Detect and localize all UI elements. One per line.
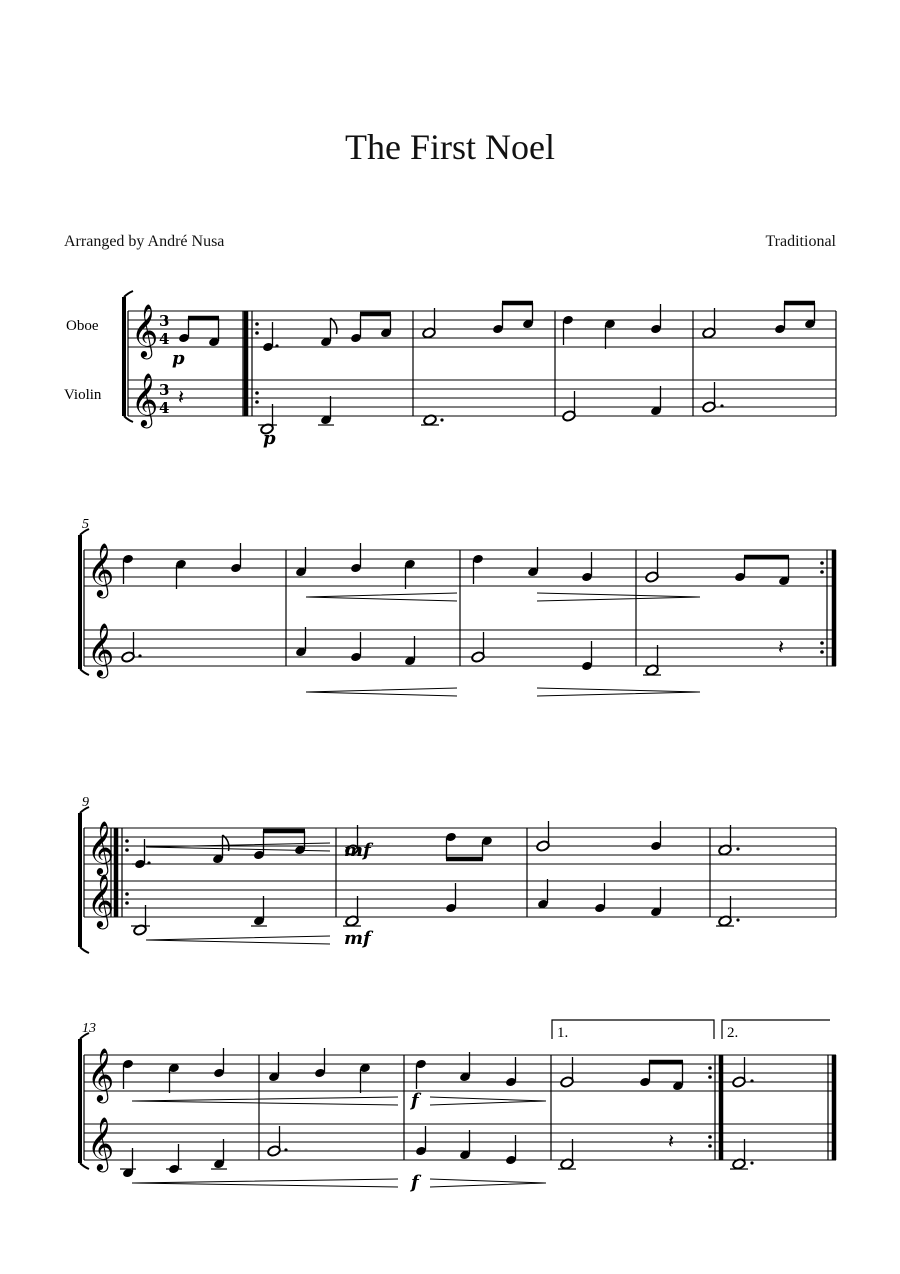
- diminuendo-hairpin: [430, 1097, 546, 1105]
- score-title: The First Noel: [345, 127, 555, 167]
- diminuendo-hairpin: [537, 688, 700, 696]
- crescendo-hairpin: [146, 936, 330, 944]
- crescendo-hairpin: [132, 1097, 398, 1105]
- treble-clef-icon: 𝄞: [131, 303, 159, 357]
- crescendo-hairpin: [306, 593, 457, 601]
- note-group: [178, 318, 220, 347]
- note-group: [730, 1057, 754, 1170]
- note-group: [121, 543, 242, 663]
- violin-staff: [128, 380, 836, 416]
- crescendo-hairpin: [306, 688, 457, 696]
- note-group: [422, 303, 534, 339]
- diminuendo-hairpin: [430, 1179, 546, 1187]
- volta-bracket: [552, 1020, 714, 1039]
- note-group: [562, 386, 662, 422]
- note-group: [415, 1052, 517, 1165]
- time-signature-denominator: 4: [159, 399, 170, 417]
- note-group: [702, 303, 816, 339]
- dynamic-p: p: [263, 428, 276, 449]
- time-signature-denominator: 4: [159, 330, 170, 348]
- quarter-rest-icon: 𝄽: [668, 1129, 675, 1153]
- measure-number: 9: [82, 795, 89, 810]
- quarter-rest-icon: 𝄽: [178, 385, 185, 409]
- note-group: [716, 825, 740, 927]
- system-4: [80, 1020, 836, 1193]
- measure-number: 5: [82, 517, 89, 532]
- treble-clef-icon: 𝄞: [87, 820, 115, 874]
- composer-credit: Traditional: [765, 233, 836, 250]
- time-signature-numerator: 3: [159, 312, 170, 330]
- time-signature-numerator: 3: [159, 381, 170, 399]
- dynamic-mf: mf: [344, 840, 371, 861]
- violin-staff: [84, 881, 836, 917]
- treble-clef-icon: 𝄞: [87, 873, 115, 927]
- dynamic-f: f: [411, 1090, 419, 1111]
- oboe-staff: [128, 311, 836, 347]
- volta-label: 1.: [557, 1025, 569, 1041]
- quarter-rest-icon: 𝄽: [778, 635, 785, 659]
- note-group: [471, 547, 593, 671]
- measure-number: 13: [82, 1021, 96, 1036]
- note-group: [536, 821, 662, 917]
- note-group: [120, 1048, 227, 1178]
- treble-clef-icon: 𝄞: [131, 372, 159, 426]
- dynamic-mf: mf: [344, 928, 371, 949]
- volta-label: 2.: [727, 1025, 739, 1041]
- note-group: [558, 1057, 684, 1170]
- system-3: [80, 795, 836, 953]
- treble-clef-icon: 𝄞: [87, 1116, 115, 1170]
- treble-clef-icon: 𝄞: [87, 1047, 115, 1101]
- treble-clef-icon: 𝄞: [87, 622, 115, 676]
- system-1: [64, 291, 836, 449]
- treble-clef-icon: 𝄞: [87, 542, 115, 596]
- arranger-credit: Arranged by André Nusa: [64, 233, 225, 250]
- diminuendo-hairpin: [537, 593, 700, 601]
- crescendo-hairpin: [132, 1179, 398, 1187]
- instrument-label-violin: Violin: [64, 387, 102, 403]
- dynamic-p: p: [172, 348, 185, 369]
- instrument-label-oboe: Oboe: [66, 318, 99, 334]
- system-2: [80, 517, 836, 696]
- note-group: [702, 382, 724, 413]
- dynamic-f: f: [411, 1172, 419, 1193]
